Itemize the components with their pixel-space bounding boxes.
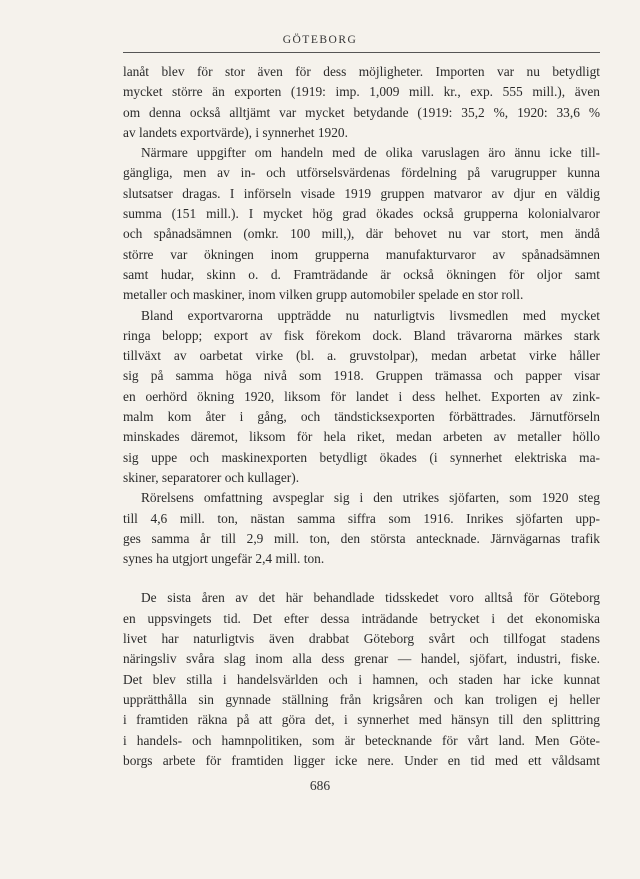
text-line: metaller och maskiner, inom vilken grupp automobiler spelade en stor roll.: [123, 287, 524, 303]
text-line: malm kom åter i gång, och tändsticksexporten förbättrades. Järnutförseln: [123, 409, 600, 425]
running-head: GÖTEBORG: [282, 34, 358, 46]
paragraph-5: [123, 588, 600, 771]
paragraph-4: [123, 488, 600, 569]
text-line: ges samma år till 2,9 mill. ton, den största antecknade. Järnvägarnas trafik: [123, 530, 600, 546]
text-line: livet har naturligtvis även drabbat Göteborg svårt och tillfogat stadens: [123, 631, 600, 647]
text-line: om denna också alltjämt var mycket betydande (1919: 35,2 %, 1920: 33,6 %: [123, 104, 600, 120]
text-line: synes ha utgjort ungefär 2,4 mill. ton.: [123, 551, 325, 567]
text-line: minskades däremot, liksom för hela riket, medan arbeten av metaller höllo: [123, 429, 600, 445]
text-line: samt hudar, skinn o. d. Framträdande är också ökningen för oljor samt: [123, 266, 600, 282]
header-rule: [123, 52, 600, 53]
text-line: borgs arbete för framtiden ligger icke nere. Under en tid med ett våldsamt: [123, 752, 600, 768]
body-text: [123, 62, 600, 771]
text-line: slutsatser dragas. I införseln visade 1919 gruppen matvaror av djur en väldig: [123, 185, 600, 201]
text-line: i handels- och hamnpolitiken, som är betecknande för vårt land. Men Göte-: [123, 732, 600, 748]
text-line: summa (151 mill.). I mycket hög grad ökades också grupperna kolonialvaror: [123, 206, 600, 222]
text-line: gängliga, men av in- och utförselsvärdenas fördelning på varugrupper kunna: [123, 165, 600, 181]
text-line: ringa belopp; export av fisk förekom dock. Bland trävarorna märkes stark: [123, 327, 600, 343]
text-line: Rörelsens omfattning avspeglar sig i den utrikes sjöfarten, som 1920 steg: [141, 490, 600, 506]
text-line: näringsliv svåra slag inom alla dess grenar — handel, sjöfart, industri, fiske.: [123, 651, 600, 667]
text-line: av landets exportvärde), i synnerhet 1920.: [123, 124, 348, 140]
text-line: mycket större än exporten (1919: imp. 1,009 mill. kr., exp. 555 mill.), även: [123, 84, 600, 100]
text-line: tillväxt av oarbetat virke (bl. a. gruvstolpar), medan arbetat virke håller: [123, 348, 600, 364]
text-line: sig på samma höga nivå som 1918. Gruppen trämassa och papper visar: [123, 368, 600, 384]
text-line: och spånadsämnen (omkr. 100 mill,), där behovet nu var stort, men ändå: [123, 226, 600, 242]
paragraph-3: [123, 306, 600, 489]
text-line: De sista åren av det här behandlade tidsskedet voro alltså för Göteborg: [141, 590, 600, 606]
text-line: till 4,6 mill. ton, nästan samma siffra som 1916. Inrikes sjöfarten upp-: [123, 510, 600, 526]
text-line: större var ökningen inom grupperna manufakturvaror av spånadsämnen: [123, 246, 600, 262]
section-gap: [123, 569, 600, 588]
text-line: en uppsvingets tid. Det efter dessa inträdande betrycket i det ekonomiska: [123, 610, 600, 626]
text-line: i framtiden räkna på att göra det, i synnerhet med hänsyn till den splittring: [123, 712, 600, 728]
text-line: upprätthålla sin gynnade ställning från krigsåren och kan troligen ej heller: [123, 691, 600, 707]
text-line: en oerhörd ökning 1920, liksom för landet i dess helhet. Exporten av zink-: [123, 388, 600, 404]
text-line: skiner, separatorer och kullager).: [123, 469, 300, 485]
page-number: 686: [309, 778, 331, 793]
paragraph-1: [123, 62, 600, 143]
text-line: Det blev stilla i handelsvärlden och i hamnen, och staden har icke kunnat: [123, 671, 600, 687]
text-line: Bland exportvarorna uppträdde nu naturligtvis livsmedlen med mycket: [141, 307, 600, 323]
text-line: lanåt blev för stor även för dess möjligheter. Importen var nu betydligt: [123, 64, 600, 79]
paragraph-2: [123, 143, 600, 305]
text-line: sig uppe och maskinexporten betydligt ökades (i synnerhet elektriska ma-: [123, 449, 600, 465]
text-line: Närmare uppgifter om handeln med de olika varuslagen äro ännu icke till-: [141, 145, 600, 161]
